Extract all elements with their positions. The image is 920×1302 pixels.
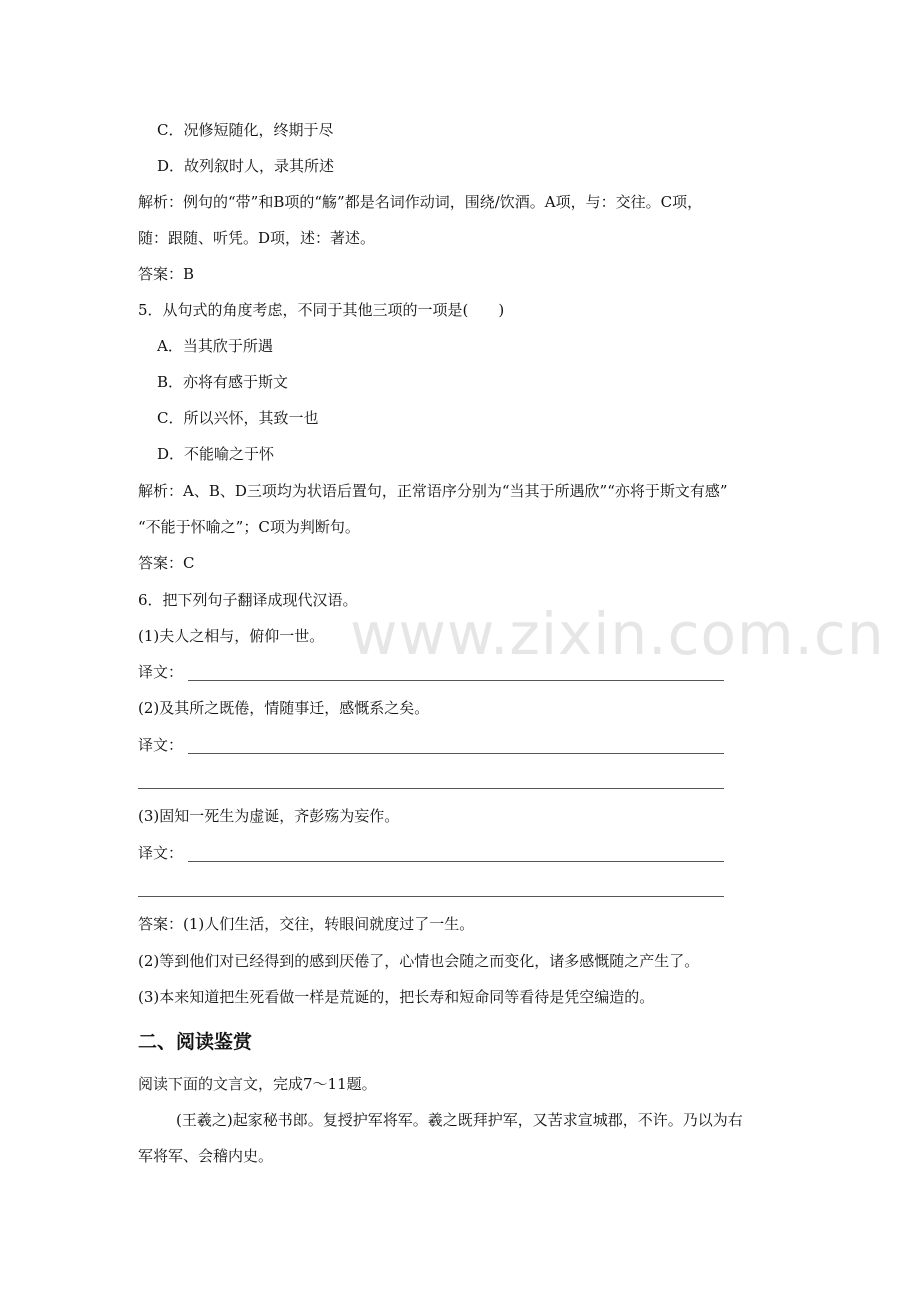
q5-option-d: D．不能喻之于怀 xyxy=(157,445,275,463)
q6-sentence-1: (1)夫人之相与，俯仰一世。 xyxy=(138,627,325,645)
q6-answer-2: (2)等到他们对已经得到的感到厌倦了，心情也会随之而变化，诸多感慨随之产生了。 xyxy=(138,952,700,970)
q4-option-d: D．故列叙时人，录其所述 xyxy=(157,157,335,175)
translation-label: 译文： xyxy=(138,736,184,754)
answer-blank[interactable] xyxy=(138,788,724,789)
q6-answer-1: 答案：(1)人们生活，交往，转眼间就度过了一生。 xyxy=(138,915,475,933)
answer-blank[interactable] xyxy=(138,896,724,897)
q5-stem: 5．从句式的角度考虑，不同于其他三项的一项是( ) xyxy=(138,301,505,319)
q5-answer: 答案：C xyxy=(138,554,195,572)
translation-label: 译文： xyxy=(138,844,184,862)
q5-option-a: A．当其欣于所遇 xyxy=(157,337,273,355)
section-heading: 二、阅读鉴赏 xyxy=(138,1031,253,1053)
q6-sentence-3: (3)固知一死生为虚诞，齐彭殇为妄作。 xyxy=(138,807,400,825)
q6-sentence-2: (2)及其所之既倦，情随事迁，感慨系之矣。 xyxy=(138,699,430,717)
q5-analysis-line-1: 解析：A、B、D三项均为状语后置句，正常语序分别为“当其于所遇欣”“亦将于斯文有感” xyxy=(138,482,728,500)
q5-option-c: C．所以兴怀，其致一也 xyxy=(157,409,319,427)
passage-line-1: (王羲之)起家秘书郎。复授护军将军。羲之既拜护军，又苦求宣城郡，不许。乃以为右 xyxy=(176,1111,743,1129)
q5-option-b: B．亦将有感于斯文 xyxy=(157,373,289,391)
translation-label: 译文： xyxy=(138,663,184,681)
q4-option-c: C．况修短随化，终期于尽 xyxy=(157,121,334,139)
q4-analysis-line-1: 解析：例句的“带”和B项的“觞”都是名词作动词，围绕/饮酒。A项，与：交往。C项， xyxy=(138,193,703,211)
q5-analysis-line-2: “不能于怀喻之”；C项为判断句。 xyxy=(138,518,360,536)
q4-answer: 答案：B xyxy=(138,265,195,283)
answer-blank[interactable] xyxy=(188,680,724,681)
answer-blank[interactable] xyxy=(188,753,724,754)
watermark: www.zixin.com.cn xyxy=(350,600,885,668)
section-intro: 阅读下面的文言文，完成7～11题。 xyxy=(138,1075,377,1093)
q4-analysis-line-2: 随：跟随、听凭。D项，述：著述。 xyxy=(138,229,376,247)
q6-stem: 6．把下列句子翻译成现代汉语。 xyxy=(138,591,358,609)
q6-answer-3: (3)本来知道把生死看做一样是荒诞的，把长寿和短命同等看待是凭空编造的。 xyxy=(138,988,655,1006)
passage-line-2: 军将军、会稽内史。 xyxy=(138,1147,274,1165)
answer-blank[interactable] xyxy=(188,861,724,862)
